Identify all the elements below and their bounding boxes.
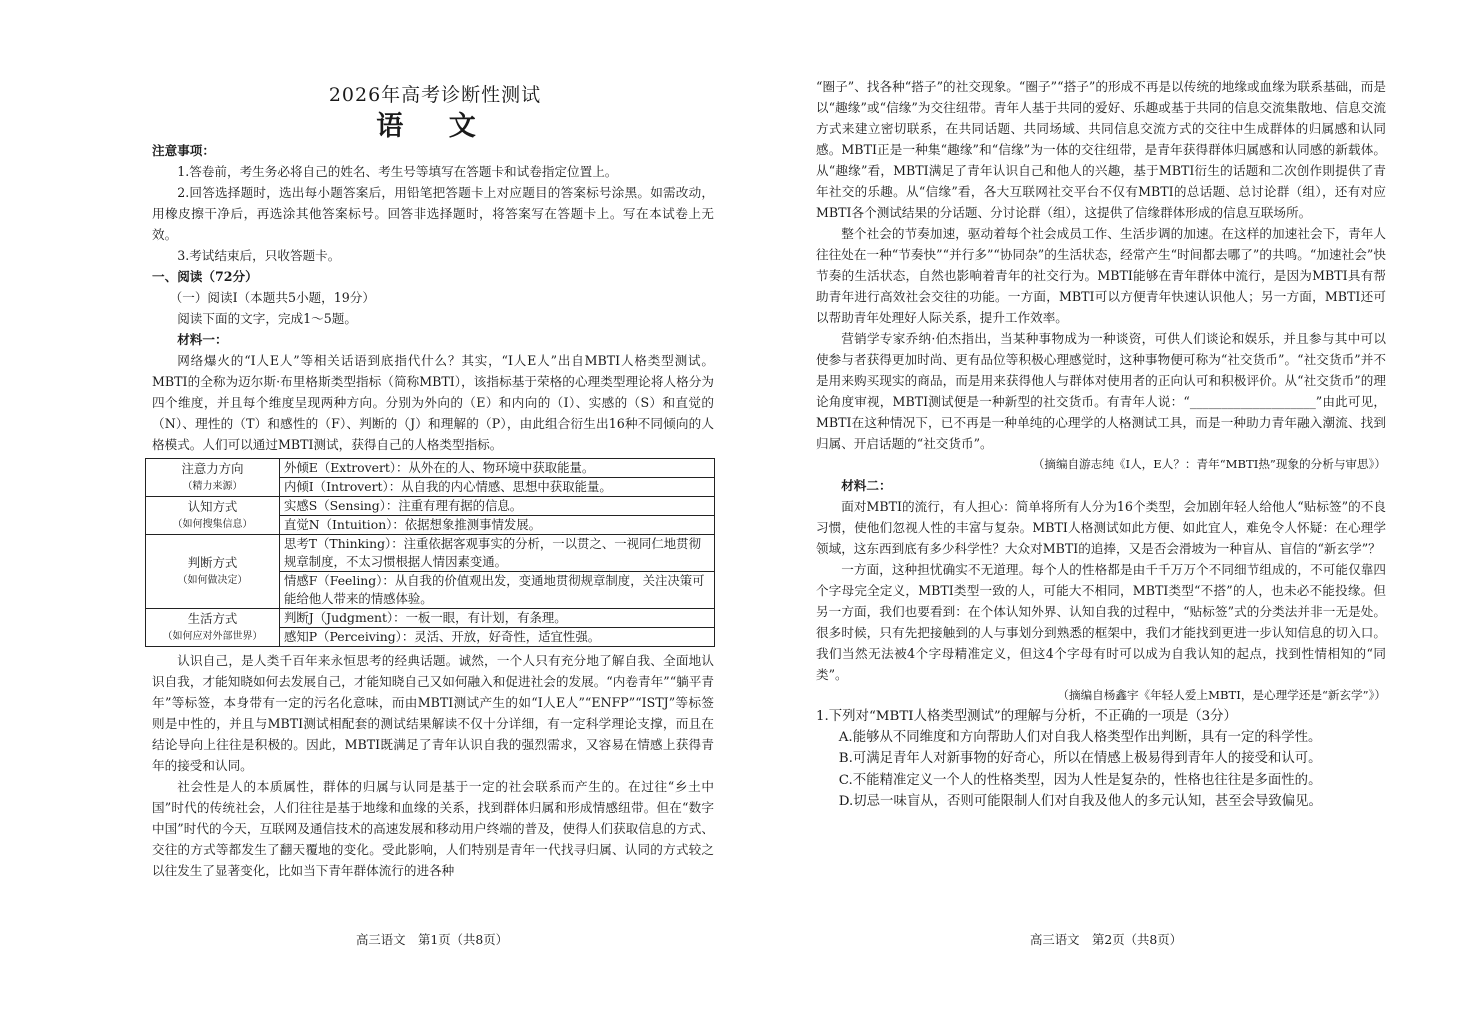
table-category-cell xyxy=(146,609,280,647)
table-category-note: （如何应对外部世界） xyxy=(162,630,263,642)
notes-heading: 注意事项： xyxy=(152,143,215,158)
subject-title: 语 文 xyxy=(376,111,494,142)
note-item: 2.回答选择题时，选出每小题答案后，用铅笔把答题卡上对应题目的答案标号涂黑。如需改动，用橡皮擦干净后，再选涂其他答案标号。回答非选择题时，将答案写在答题卡上。写在本试卷上无效。 xyxy=(152,185,714,242)
table-category-cell xyxy=(146,459,280,497)
source-citation: （摘编自游志纯《I人，E人？：青年“MBTI热”现象的分析与审思》） xyxy=(1032,457,1386,471)
material2-label: 材料二： xyxy=(841,478,892,493)
question-option-c: C.不能精准定义一个人的性格类型，因为人性是复杂的，性格也往往是多面性的。 xyxy=(838,772,1322,788)
material1-paragraph: 整个社会的节奏加速，驱动着每个社会成员工作、生活步调的加速。在这样的加速社会下，青年人往往处在一种“节奏快”“并行多”“协同杂”的生活状态，经常产生“时间都去哪了”的共鸣。“加速社会”快节奏的生活状态，自然也影响着青年的社交行为。MBTI能够在青年群体中流行，是因为MBTI具有帮助青年进行高效社会交往的功能。一方面，MBTI可以方便青年快速认识他人；另一方面，MBTI还可以帮助青年处理好人际关系，提升工作效率。 xyxy=(816,226,1386,325)
exam-page-1 xyxy=(0,0,734,1027)
subsection-heading: （一）阅读Ⅰ（本题共5小题，19分） xyxy=(169,290,375,305)
table-category-note: （精力来源） xyxy=(182,480,243,492)
table-cell: 实感S（Sensing）：注重有理有据的信息。 xyxy=(280,497,715,516)
table-cell: 感知P（Perceiving）：灵活、开放，好奇性，适宜性强。 xyxy=(280,628,715,647)
material1-paragraph: 营销学专家乔纳·伯杰指出，当某种事物成为一种谈资，可供人们谈论和娱乐，并且参与其中可以使参与者获得更加时尚、更有品位等积极心理感觉时，这种事物便可称为“社交货币”。“社交货币”并不是用来购买现实的商品，而是用来获得他人与群体对使用者的正向认可和积极评价。从“社交货币”的理论角度审视，MBTI测试便是一种新型的社交货币。有青年人说：“____________________”由此可见，MBTI在这种情况下，已不再是一种单纯的心理学的人格测试工具，而是一种助力青年融入潮流、找到归属、开启话题的“社交货币”。 xyxy=(816,331,1386,451)
material2-paragraph: 面对MBTI的流行，有人担心：简单将所有人分为16个类型，会加剧年轻人给他人“贴标签”的不良习惯，使他们忽视人性的丰富与复杂。MBTI人格测试如此方便、如此宜人，难免令人怀疑：在心理学领域，这东西到底有多少科学性？大众对MBTI的追捧，又是否会滑坡为一种盲从、盲信的“新玄学”？ xyxy=(816,499,1386,556)
question-stem: 1.下列对“MBTI人格类型测试”的理解与分析，不正确的一项是（3分） xyxy=(816,709,1237,724)
material1-paragraph: “圈子”、找各种“搭子”的社交现象。“圈子”“搭子”的形成不再是以传统的地缘或血缘为联系基础，而是以“趣缘”或“信缘”为交往纽带。青年人基于共同的爱好、乐趣或基于共同的信息交流集散地、信息交流方式来建立密切联系，在共同话题、共同场域、共同信息交流方式的交往中生成群体的归属感和认同感。MBTI正是一种集“趣缘”和“信缘”为一体的交往纽带，是青年获得群体归属感和认同感的新载体。从“趣缘”看，MBTI满足了青年认识自己和他人的兴趣，基于MBTI衍生的话题和二次创作則提供了青年社交的乐趣。从“信缘”看，各大互联网社交平台不仅有MBTI的总话题、总讨论群（组），还有对应MBTI各个测试结果的分话题、分讨论群（组），这提供了信缘群体形成的信息互联场所。 xyxy=(816,79,1386,220)
table-row xyxy=(146,609,715,628)
table-category-note: （如何搜集信息） xyxy=(172,518,253,530)
question-option-b: B.可满足青年人对新事物的好奇心，所以在情感上极易得到青年人的接受和认可。 xyxy=(838,751,1322,767)
page-footer: 高三语文 第2页（共8页） xyxy=(1030,932,1183,947)
table-category-note: （如何做决定） xyxy=(177,574,248,586)
question-option-a: A.能够从不同维度和方向帮助人们对自我人格类型作出判断，具有一定的科学性。 xyxy=(838,730,1322,745)
reading-instruction: 阅读下面的文字，完成1～5题。 xyxy=(177,311,357,326)
table-cell: 情感F（Feeling）：从自我的价值观出发，变通地贯彻规章制度，关注决策可能给他人带来的情感体验。 xyxy=(280,572,715,609)
table-cell: 判断J（Judgment）：一板一眼，有计划，有条理。 xyxy=(280,609,715,628)
note-item: 1.答卷前，考生务必将自己的姓名、考生号等填写在答题卡和试卷指定位置上。 xyxy=(177,164,618,179)
table-category-name: 注意力方向 xyxy=(181,460,244,476)
table-row xyxy=(146,459,715,478)
table-cell: 外倾E（Extrovert）：从外在的人、物环境中获取能量。 xyxy=(280,459,715,478)
table-category-cell xyxy=(146,497,280,535)
table-cell: 思考T（Thinking）：注重依据客观事实的分析，一以贯之、一视同仁地贯彻规章制度，不太习惯根据人情因素变通。 xyxy=(280,535,715,572)
page2-column xyxy=(816,76,1386,813)
note-item: 3.考试结束后，只收答题卡。 xyxy=(177,248,341,263)
material1-paragraph: 网络爆火的“I人E人”等相关话语到底指代什么？其实，“I人E人”出自MBTI人格类型测试。MBTI的全称为迈尔斯·布里格斯类型指标（简称MBTI），该指标基于荣格的心理类型理论将人格分为四个维度，并且每个维度呈现两种方向。分别为外向的（E）和内向的（I）、实感的（S）和直觉的（N）、理性的（T）和感性的（F）、判断的（J）和理解的（P），由此组合衍生出16种不同倾向的人格模式。人们可以通过MBTI测试，获得自己的人格类型指标。 xyxy=(152,353,714,452)
table-category-name: 生活方式 xyxy=(187,610,238,626)
table-row xyxy=(146,535,715,572)
material1-paragraph: 认识自己，是人类千百年来永恒思考的经典话题。诚然，一个人只有充分地了解自我、全面地认识自我，才能知晓如何去发展自己，才能知晓自己又如何融入和促进社会的发展。“内卷青年”“躺平青年”等标签，本身带有一定的污名化意味，而由MBTI测试产生的如“I人E人”“ENFP”“ISTJ”等标签则是中性的，并且与MBTI测试相配套的测试结果解读不仅十分详细，有一定科学理论支撑，而且在结论导向上往往是积极的。因此，MBTI既满足了青年认识自我的强烈需求，又容易在情感上获得青年的接受和认同。 xyxy=(152,653,714,773)
material1-label: 材料一： xyxy=(177,332,228,347)
exam-title: 2026年高考诊断性测试 xyxy=(328,84,542,106)
exam-page-2 xyxy=(734,0,1469,1027)
table-category-name: 认知方式 xyxy=(187,498,238,514)
section-heading: 一、阅读（72分） xyxy=(152,269,258,284)
table-cell: 直觉N（Intuition）：依据想象推测事情发展。 xyxy=(280,516,715,535)
table-category-cell xyxy=(146,535,280,609)
table-row xyxy=(146,497,715,516)
table-category-name: 判断方式 xyxy=(187,554,238,570)
source-citation: （摘编自杨鑫宇《年轻人爱上MBTI，是心理学还是“新玄学”》） xyxy=(1057,688,1386,702)
mbti-dimension-table xyxy=(145,458,715,647)
table-cell: 内倾I（Introvert）：从自我的内心情感、思想中获取能量。 xyxy=(280,478,715,497)
question-option-d: D.切忌一味盲从，否则可能限制人们对自我及他人的多元认知，甚至会导致偏见。 xyxy=(838,794,1322,810)
page1-column xyxy=(152,140,714,881)
material2-paragraph: 一方面，这种担忧确实不无道理。每个人的性格都是由千千万万个不同细节组成的，不可能仅靠四个字母完全定义，MBTI类型一致的人，可能大不相同，MBTI类型“不搭”的人，也未必不能投缘。但另一方面，我们也要看到：在个体认知外界、认知自我的过程中，“贴标签”式的分类法并非一无是处。很多时候，只有先把接触到的人与事划分到熟悉的框架中，我们才能找到更进一步认知信息的切入口。我们当然无法被4个字母精准定义，但这4个字母有时可以成为自我认知的起点，找到性情相知的“同类”。 xyxy=(816,562,1386,682)
material1-paragraph: 社会性是人的本质属性，群体的归属与认同是基于一定的社会联系而产生的。在过往“乡土中国”时代的传统社会，人们往往是基于地缘和血缘的关系，找到群体归属和形成情感纽带。但在“数字中国”时代的今天，互联网及通信技术的高速发展和移动用户终端的普及，使得人们获取信息的方式、交往的方式等都发生了翻天覆地的变化。受此影响，人们特别是青年一代找寻归属、认同的方式较之以往发生了显著变化，比如当下青年群体流行的进各种 xyxy=(152,779,714,878)
page-footer: 高三语文 第1页（共8页） xyxy=(356,932,509,947)
